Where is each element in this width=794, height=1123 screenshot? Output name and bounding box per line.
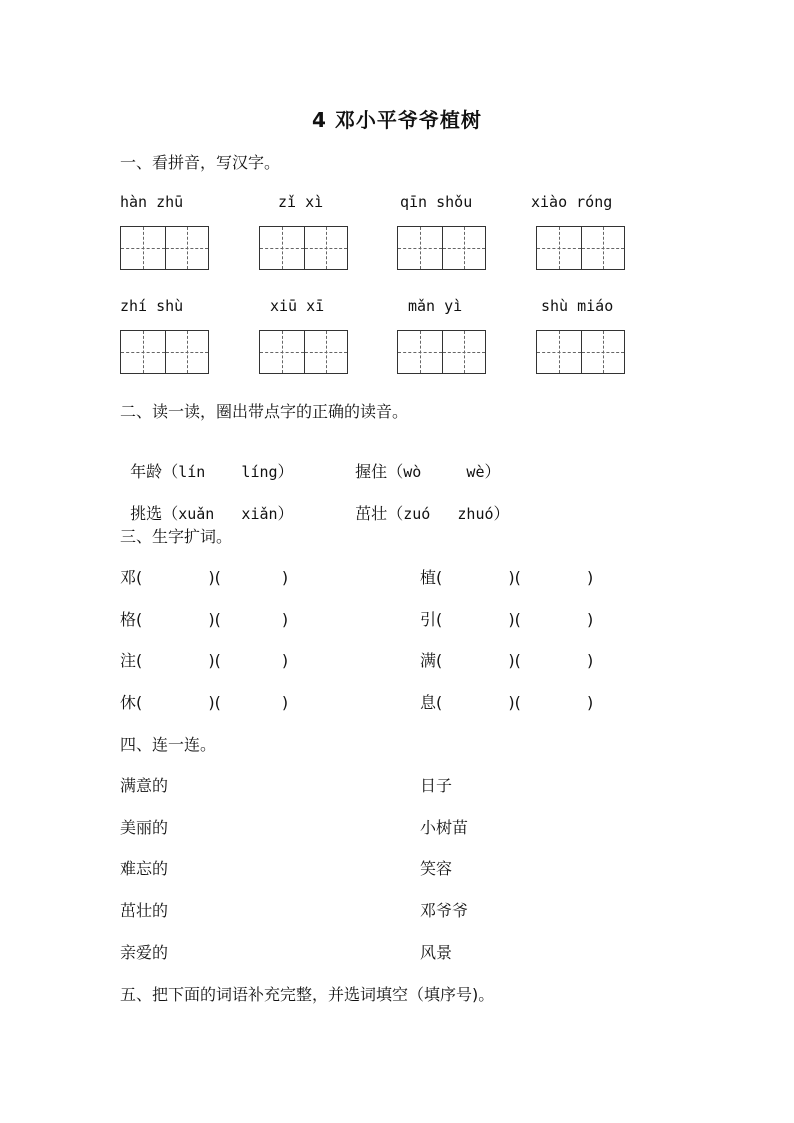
pronunciation-item: 握住（wò wè）	[355, 462, 501, 481]
writing-grid[interactable]	[120, 330, 209, 374]
writing-grid[interactable]	[120, 226, 209, 270]
char: 满	[420, 651, 437, 670]
expand-word-row[interactable]: 植( )( )	[420, 568, 594, 587]
word: 茁壮	[355, 504, 388, 523]
section-1-heading: 一、看拼音，写汉字。	[120, 153, 281, 172]
pinyin-label: mǎn yì	[408, 297, 463, 315]
writing-grid[interactable]	[536, 330, 625, 374]
section-2-heading: 二、读一读，圈出带点字的正确的读音。	[120, 402, 409, 421]
option-1[interactable]: xuǎn	[178, 505, 215, 523]
option-2[interactable]: wè	[466, 463, 485, 481]
pinyin-label: zhí shù	[120, 297, 184, 315]
pinyin-label: qīn shǒu	[400, 193, 473, 211]
option-1[interactable]: zuó	[403, 505, 431, 523]
match-left-item[interactable]: 难忘的	[120, 859, 169, 878]
match-right-item[interactable]: 风景	[420, 943, 453, 962]
char: 休	[120, 693, 137, 712]
pinyin-label: hàn zhū	[120, 193, 184, 211]
writing-grid[interactable]	[397, 330, 486, 374]
pronunciation-item: 年龄（lín líng）	[130, 462, 294, 481]
match-left-item[interactable]: 满意的	[120, 776, 169, 795]
char: 引	[420, 610, 437, 629]
word: 挑选	[130, 504, 163, 523]
expand-word-row[interactable]: 邓( )( )	[120, 568, 289, 587]
expand-word-row[interactable]: 注( )( )	[120, 651, 289, 670]
writing-grid[interactable]	[397, 226, 486, 270]
word: 握住	[355, 462, 388, 481]
pronunciation-item: 茁壮（zuó zhuó）	[355, 504, 510, 523]
char: 息	[420, 693, 437, 712]
writing-grid[interactable]	[536, 226, 625, 270]
section-5-heading: 五、把下面的词语补充完整，并选词填空（填序号)。	[120, 985, 495, 1004]
expand-word-row[interactable]: 引( )( )	[420, 610, 594, 629]
match-left-item[interactable]: 茁壮的	[120, 901, 169, 920]
pronunciation-item: 挑选（xuǎn xiǎn）	[130, 504, 294, 523]
writing-grid[interactable]	[259, 330, 348, 374]
char: 植	[420, 568, 437, 587]
match-right-item[interactable]: 小树苗	[420, 818, 469, 837]
expand-word-row[interactable]: 满( )( )	[420, 651, 594, 670]
option-2[interactable]: zhuó	[457, 505, 494, 523]
option-2[interactable]: xiǎn	[241, 505, 278, 523]
pinyin-label: xiào róng	[531, 193, 613, 211]
expand-word-row[interactable]: 休( )( )	[120, 693, 289, 712]
match-right-item[interactable]: 邓爷爷	[420, 901, 469, 920]
match-right-item[interactable]: 日子	[420, 776, 453, 795]
word: 年龄	[130, 462, 163, 481]
pinyin-label: xiū xī	[270, 297, 325, 315]
section-4-heading: 四、连一连。	[120, 735, 217, 754]
option-1[interactable]: lín	[178, 463, 206, 481]
match-left-item[interactable]: 美丽的	[120, 818, 169, 837]
page-title: 4 邓小平爷爷植树	[312, 108, 482, 132]
option-2[interactable]: líng	[241, 463, 278, 481]
match-left-item[interactable]: 亲爱的	[120, 943, 169, 962]
section-3-heading: 三、生字扩词。	[120, 527, 233, 546]
char: 邓	[120, 568, 137, 587]
match-right-item[interactable]: 笑容	[420, 859, 453, 878]
char: 格	[120, 610, 137, 629]
char: 注	[120, 651, 137, 670]
pinyin-label: zǐ xì	[278, 193, 324, 211]
writing-grid[interactable]	[259, 226, 348, 270]
expand-word-row[interactable]: 格( )( )	[120, 610, 289, 629]
option-1[interactable]: wò	[403, 463, 422, 481]
pinyin-label: shù miáo	[541, 297, 614, 315]
expand-word-row[interactable]: 息( )( )	[420, 693, 594, 712]
